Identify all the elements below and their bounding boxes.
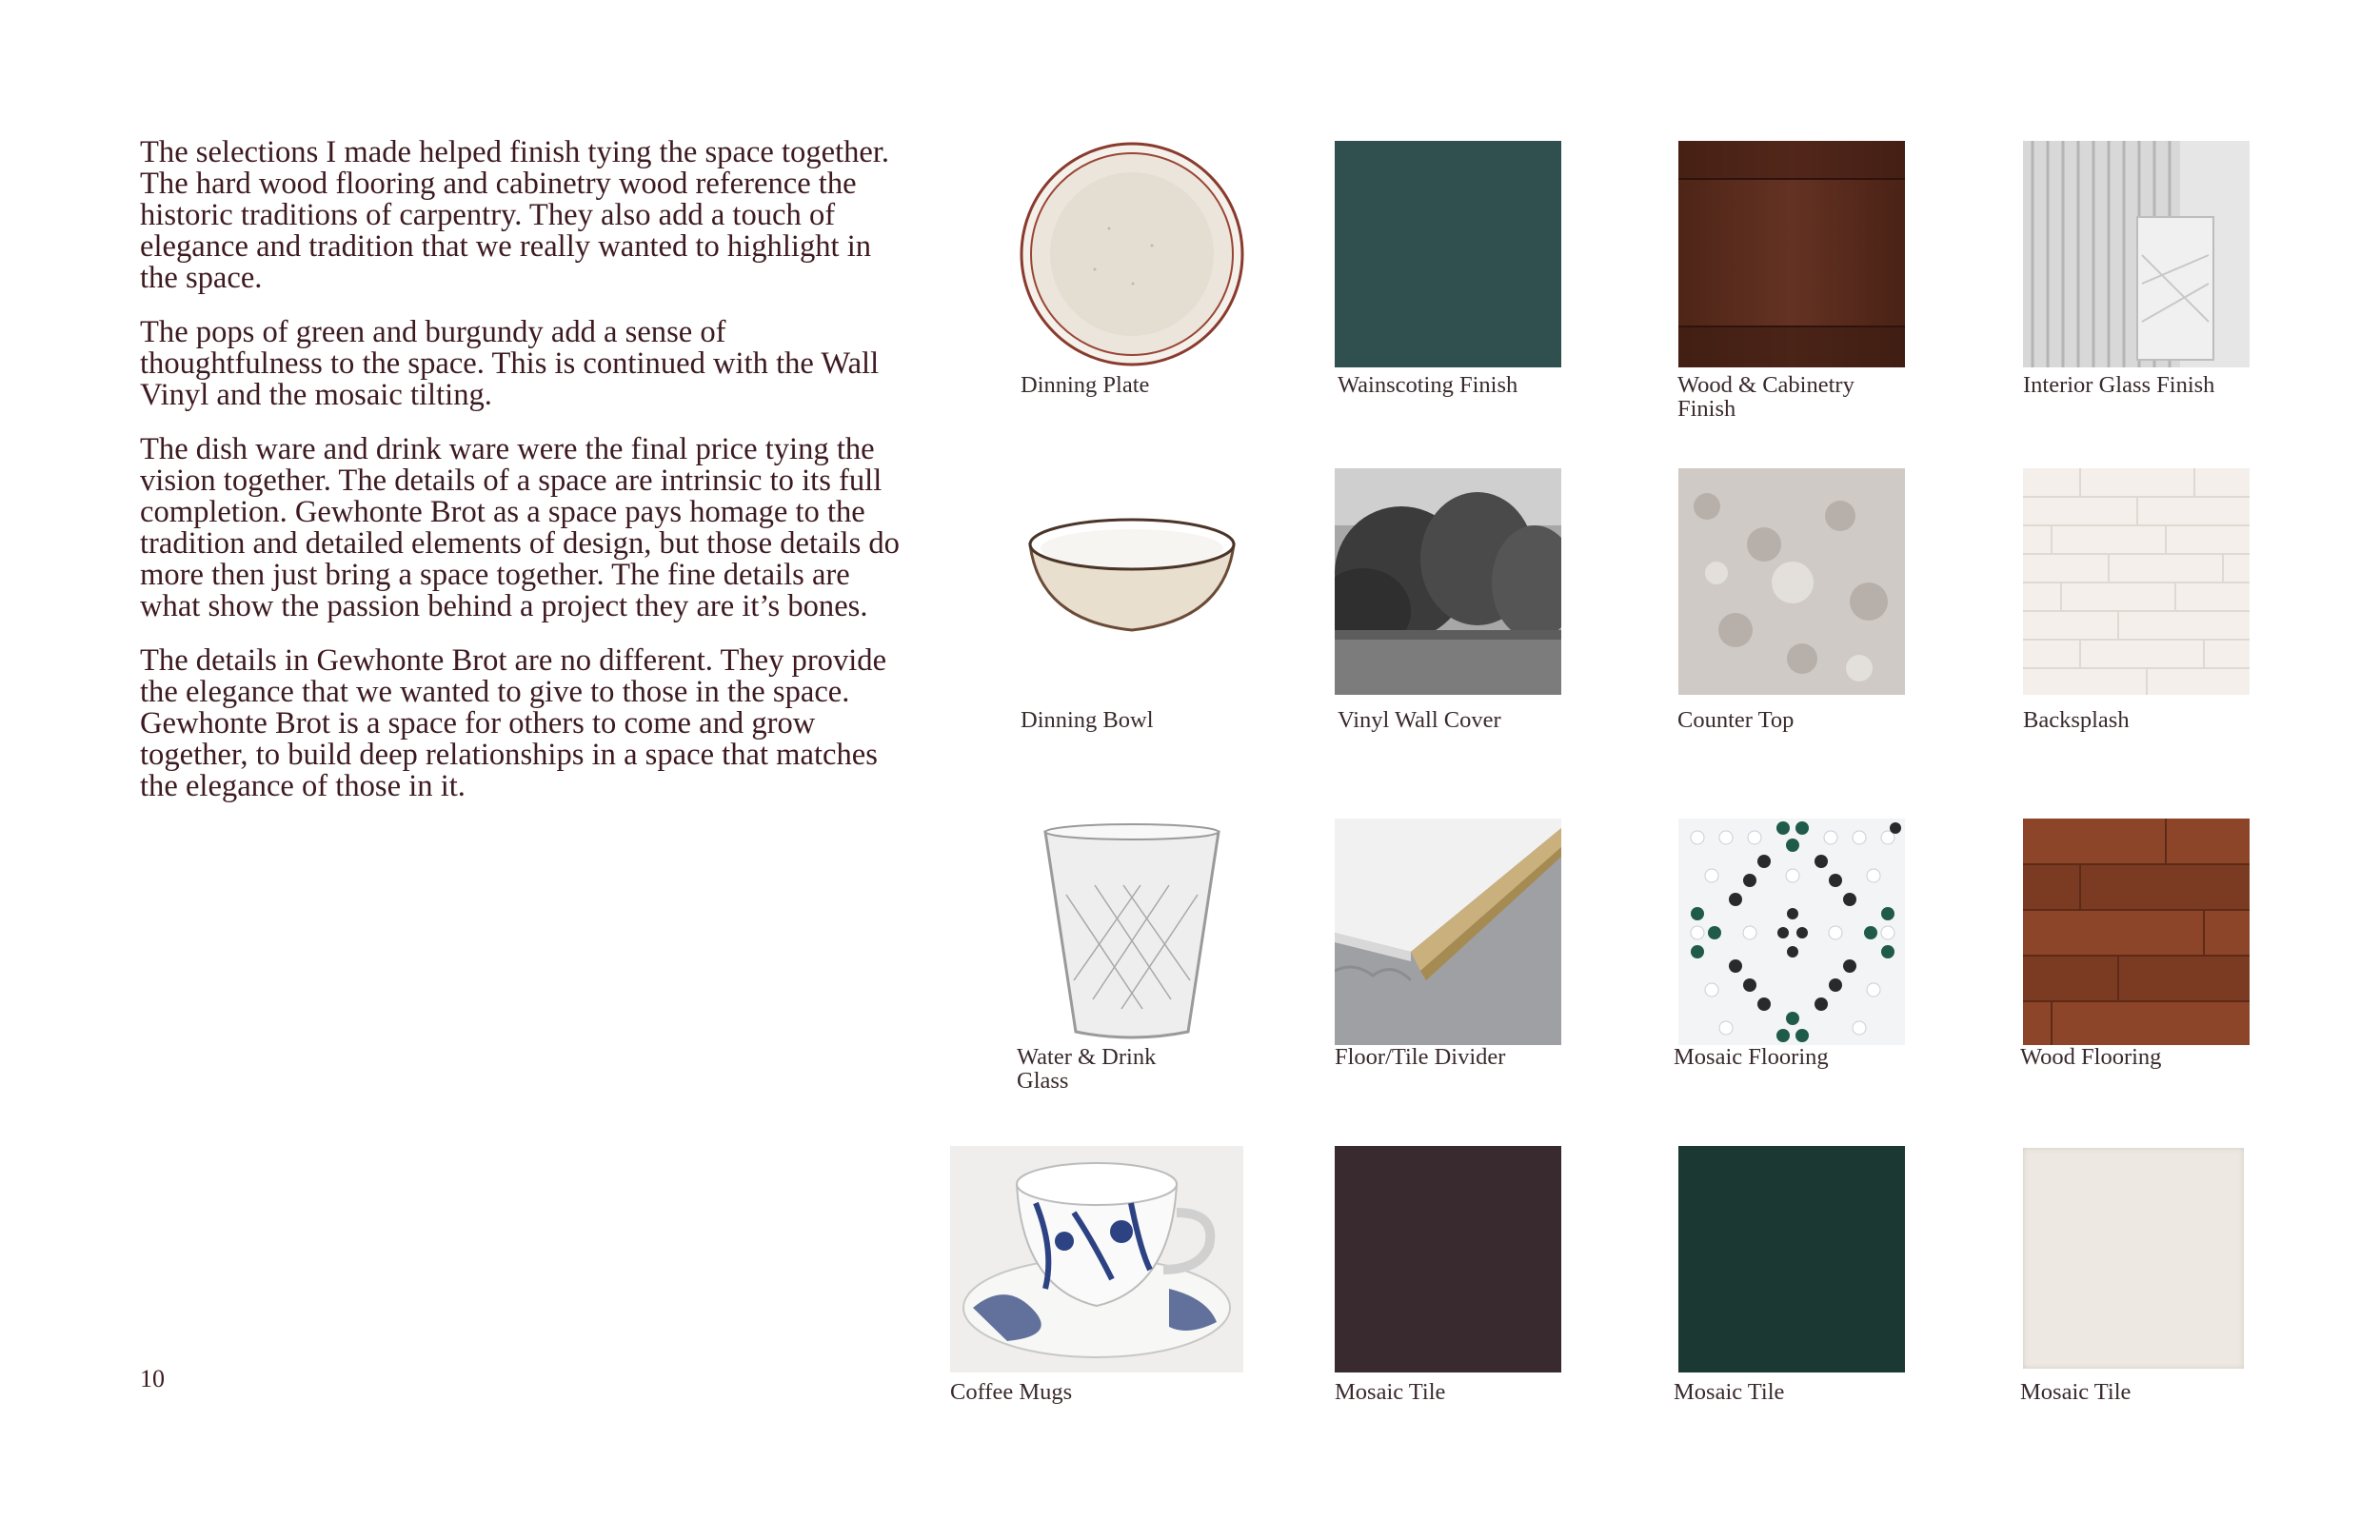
material-label: Coffee Mugs xyxy=(950,1379,1073,1405)
material-label: Floor/Tile Divider xyxy=(1335,1044,1506,1070)
body-text xyxy=(140,137,902,825)
material-label: Mosaic Tile xyxy=(1335,1379,1446,1405)
burgundy-tile-swatch xyxy=(1335,1146,1561,1372)
material-label: Vinyl Wall Cover xyxy=(1338,707,1501,733)
reeded-glass-swatch xyxy=(2023,141,2250,367)
granite-swatch xyxy=(1678,468,1905,695)
forest-mural-swatch xyxy=(1335,468,1561,695)
material-label: Mosaic Flooring xyxy=(1674,1044,1829,1070)
material-label: Backsplash xyxy=(2023,707,2130,733)
wainscoting-finish-swatch xyxy=(1335,141,1561,367)
material-label: Dinning Bowl xyxy=(1021,707,1154,733)
material-label: Counter Top xyxy=(1677,707,1795,733)
white-subway-tile-swatch xyxy=(2023,468,2250,695)
material-label: Wood Flooring xyxy=(2020,1044,2162,1070)
green-tile-swatch xyxy=(1678,1146,1905,1372)
bowl-image xyxy=(1019,468,1245,695)
material-label: Wainscoting Finish xyxy=(1338,372,1518,398)
tile-trim-swatch xyxy=(1335,819,1561,1045)
drinking-glass-image xyxy=(1019,819,1245,1045)
material-label: Dinning Plate xyxy=(1021,372,1150,398)
material-label: Mosaic Tile xyxy=(1674,1379,1785,1405)
paragraph: The selections I made helped finish tying the space together. The hard wood flooring and cabinetry wood reference the historic traditions of carpentry. They also add a touch of elegance and tradition that we really wanted to highlight in the space. xyxy=(140,135,890,295)
wood-floor-swatch xyxy=(2023,819,2250,1045)
dinner-plate-image xyxy=(1019,141,1245,367)
hex-mosaic-swatch xyxy=(1678,819,1905,1045)
paragraph: The dish ware and drink ware were the final price tying the vision together. The details of a space are intrinsic to its full completion. Gewhonte Brot as a space pays homage to the tradition and detailed elements of design, but those details do more then just bring a space together. The fine details are what show the passion behind a project they are it’s bones. xyxy=(140,432,900,623)
dark-wood-swatch xyxy=(1678,141,1905,367)
paragraph: The pops of green and burgundy add a sense of thoughtfulness to the space. This is continued with the Wall Vinyl and the mosaic tilting. xyxy=(140,315,880,412)
material-label: Interior Glass Finish xyxy=(2023,372,2215,398)
page-number: 10 xyxy=(140,1365,165,1392)
material-label: Wood & Cabinetry Finish xyxy=(1677,372,1854,422)
teacup-saucer-image xyxy=(950,1146,1243,1372)
material-label: Water & Drink Glass xyxy=(1017,1044,1157,1094)
white-tile-swatch xyxy=(2023,1148,2244,1369)
paragraph: The details in Gewhonte Brot are no different. They provide the elegance that we wanted to give to those in the space. Gewhonte Brot is a space for others to come and grow together, to build deep relationships in a space that matches the elegance of those in it. xyxy=(140,643,887,803)
material-label: Mosaic Tile xyxy=(2020,1379,2132,1405)
